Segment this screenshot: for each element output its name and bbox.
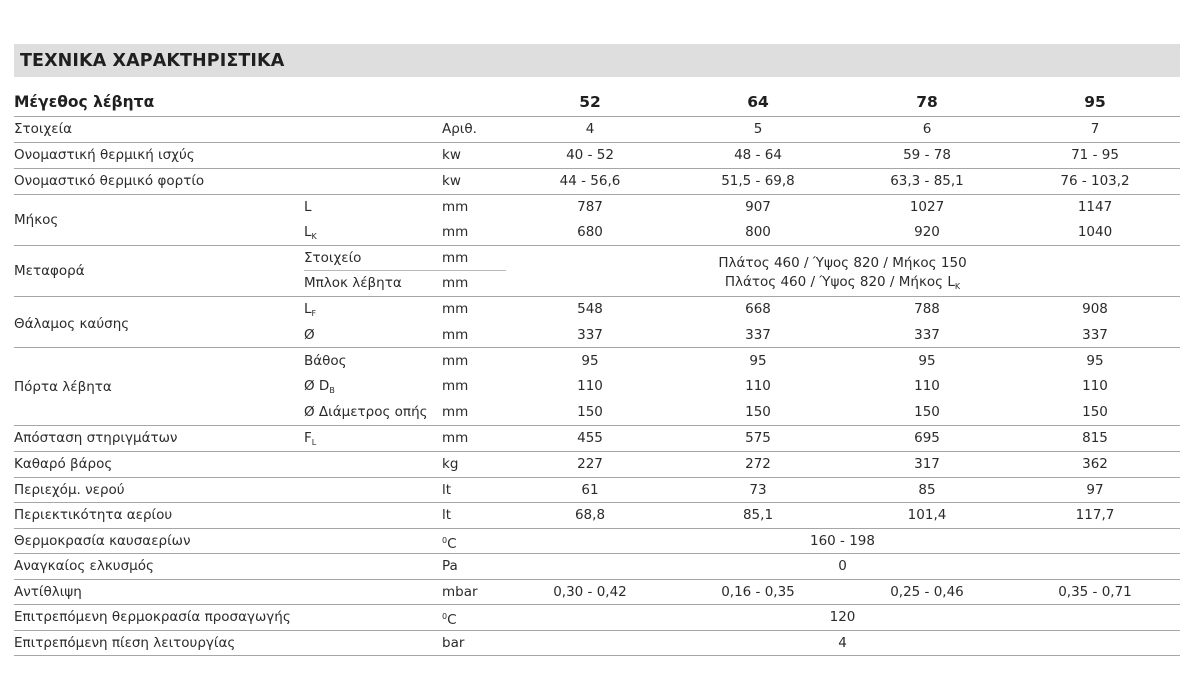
- cell-value-span: 4: [838, 635, 847, 651]
- row-unit: mm: [442, 353, 469, 369]
- cell-value: 362: [1082, 456, 1108, 472]
- row-unit: mm: [442, 275, 469, 291]
- cell-value: 455: [577, 430, 603, 446]
- separator: [14, 477, 1180, 478]
- cell-value: 110: [914, 378, 940, 394]
- cell-value: 110: [1082, 378, 1108, 394]
- cell-value: 575: [745, 430, 771, 446]
- row-unit: mbar: [442, 584, 478, 600]
- row-sublabel: L: [304, 199, 312, 215]
- row-unit: $^0$C: [442, 612, 457, 628]
- row-unit: Αριθ.: [442, 121, 477, 137]
- row-unit: mm: [442, 378, 469, 394]
- row-sublabel: Ø: [304, 327, 315, 343]
- cell-value: 227: [577, 456, 603, 472]
- cell-value: 59 - 78: [903, 147, 951, 163]
- cell-value-span: Πλάτος 460 / Ύψος 820 / Μήκος 150: [718, 255, 967, 271]
- row-label: Επιτρεπόμενη πίεση λειτουργίας: [14, 635, 236, 651]
- separator: [14, 553, 1180, 554]
- row-unit: lt: [442, 482, 452, 498]
- cell-value: 695: [914, 430, 940, 446]
- cell-value: 40 - 52: [566, 147, 614, 163]
- cell-value: 61: [581, 482, 599, 498]
- row-unit: mm: [442, 199, 469, 215]
- row-sublabel: Βάθος: [304, 353, 347, 369]
- cell-value: 680: [577, 224, 603, 240]
- row-label: Στοιχεία: [14, 121, 73, 137]
- cell-value: 150: [914, 404, 940, 420]
- cell-value: 95: [918, 353, 936, 369]
- cell-value: 1040: [1077, 224, 1113, 240]
- cell-value: 97: [1086, 482, 1104, 498]
- cell-value: 920: [914, 224, 940, 240]
- separator: [14, 245, 1180, 246]
- row-sublabel: Ø Διάμετρος οπής: [304, 404, 428, 420]
- separator: [14, 425, 1180, 426]
- row-label: Καθαρό βάρος: [14, 456, 113, 472]
- cell-value: 73: [749, 482, 767, 498]
- cell-value: 110: [577, 378, 603, 394]
- separator: [14, 604, 1180, 605]
- row-label: Πόρτα λέβητα: [14, 379, 112, 395]
- row-label: Περιεχόμ. νερού: [14, 482, 125, 498]
- cell-value-span: Πλάτος 460 / Ύψος 820 / Μήκος $L_K$: [724, 274, 961, 291]
- row-unit: kw: [442, 173, 461, 189]
- separator: [14, 296, 1180, 297]
- separator: [14, 194, 1180, 195]
- row-label: Μήκος: [14, 212, 59, 228]
- cell-value: 68,8: [574, 507, 606, 523]
- cell-value: 0,35 - 0,71: [1058, 584, 1132, 600]
- cell-value: 150: [1082, 404, 1108, 420]
- cell-value: 117,7: [1075, 507, 1115, 523]
- row-sublabel: Στοιχείο: [304, 250, 362, 266]
- separator: [14, 630, 1180, 631]
- row-unit: lt: [442, 507, 452, 523]
- row-label: Μεταφορά: [14, 263, 85, 279]
- cell-value: 1147: [1077, 199, 1113, 215]
- size-64: 64: [747, 93, 769, 111]
- separator: [14, 655, 1180, 656]
- page-title: ΤΕΧΝΙΚΑ ΧΑΡΑΚΤΗΡΙΣΤΙΚΑ: [20, 51, 285, 71]
- cell-value: 95: [581, 353, 599, 369]
- separator: [14, 116, 1180, 117]
- row-sublabel: $L_F$: [304, 301, 317, 318]
- cell-value: 7: [1090, 121, 1100, 137]
- separator: [14, 142, 1180, 143]
- separator: [14, 168, 1180, 169]
- sub-separator: [304, 270, 506, 271]
- cell-value: 0,30 - 0,42: [553, 584, 627, 600]
- separator: [14, 579, 1180, 580]
- cell-value: 788: [914, 301, 940, 317]
- cell-value: 337: [1082, 327, 1108, 343]
- row-unit: Pa: [442, 558, 458, 574]
- cell-value-span: 160 - 198: [810, 533, 875, 549]
- separator: [14, 502, 1180, 503]
- cell-value: 787: [577, 199, 603, 215]
- row-unit: mm: [442, 404, 469, 420]
- cell-value-span: 120: [829, 609, 856, 625]
- cell-value: 101,4: [907, 507, 947, 523]
- row-label: Επιτρεπόμενη θερμοκρασία προσαγωγής: [14, 609, 291, 625]
- cell-value: 150: [745, 404, 771, 420]
- cell-value: 907: [745, 199, 771, 215]
- cell-value: 0,25 - 0,46: [890, 584, 964, 600]
- row-unit: bar: [442, 635, 465, 651]
- cell-value: 4: [585, 121, 595, 137]
- separator: [14, 347, 1180, 348]
- cell-value: 85,1: [742, 507, 774, 523]
- cell-value: 95: [749, 353, 767, 369]
- row-label: Αντίθλιψη: [14, 584, 82, 600]
- cell-value: 0,16 - 0,35: [721, 584, 795, 600]
- cell-value: 51,5 - 69,8: [721, 173, 795, 189]
- size-78: 78: [916, 93, 938, 111]
- size-52: 52: [579, 93, 601, 111]
- row-label: Θερμοκρασία καυσαερίων: [14, 533, 191, 549]
- cell-value: 6: [922, 121, 932, 137]
- cell-value: 76 - 103,2: [1060, 173, 1130, 189]
- cell-value: 5: [753, 121, 763, 137]
- row-label: Ονομαστικό θερμικό φορτίο: [14, 173, 205, 189]
- row-unit: $^0$C: [442, 536, 457, 552]
- cell-value: 48 - 64: [734, 147, 782, 163]
- title-banner: [14, 44, 1180, 77]
- row-sublabel: $F_L$: [304, 430, 317, 447]
- size-95: 95: [1084, 93, 1106, 111]
- row-unit: kg: [442, 456, 459, 472]
- cell-value: 1027: [909, 199, 945, 215]
- cell-value: 110: [745, 378, 771, 394]
- header-label: Μέγεθος λέβητα: [14, 93, 155, 111]
- row-sublabel: $L_K$: [304, 224, 317, 241]
- row-label: Ονομαστική θερμική ισχύς: [14, 147, 195, 163]
- row-unit: mm: [442, 250, 469, 266]
- cell-value: 150: [577, 404, 603, 420]
- cell-value: 85: [918, 482, 936, 498]
- cell-value: 44 - 56,6: [559, 173, 621, 189]
- separator: [14, 451, 1180, 452]
- cell-value: 908: [1082, 301, 1108, 317]
- cell-value: 337: [577, 327, 603, 343]
- row-unit: mm: [442, 301, 469, 317]
- cell-value: 317: [914, 456, 940, 472]
- cell-value: 337: [914, 327, 940, 343]
- separator: [14, 528, 1180, 529]
- row-label: Απόσταση στηριγμάτων: [14, 430, 178, 446]
- row-unit: mm: [442, 224, 469, 240]
- cell-value: 800: [745, 224, 771, 240]
- cell-value: 63,3 - 85,1: [890, 173, 964, 189]
- cell-value: 272: [745, 456, 771, 472]
- cell-value: 548: [577, 301, 603, 317]
- row-label: Θάλαμος καύσης: [14, 316, 130, 332]
- cell-value: 71 - 95: [1071, 147, 1119, 163]
- cell-value: 95: [1086, 353, 1104, 369]
- row-sublabel: Μπλοκ λέβητα: [304, 275, 402, 291]
- cell-value: 337: [745, 327, 771, 343]
- row-label: Περιεκτικότητα αερίου: [14, 507, 173, 523]
- row-unit: kw: [442, 147, 461, 163]
- row-unit: mm: [442, 430, 469, 446]
- cell-value: 668: [745, 301, 771, 317]
- cell-value-span: 0: [838, 558, 847, 574]
- row-label: Αναγκαίος ελκυσμός: [14, 558, 154, 574]
- cell-value: 815: [1082, 430, 1108, 446]
- row-unit: mm: [442, 327, 469, 343]
- row-sublabel: Ø $D_B$: [304, 378, 335, 395]
